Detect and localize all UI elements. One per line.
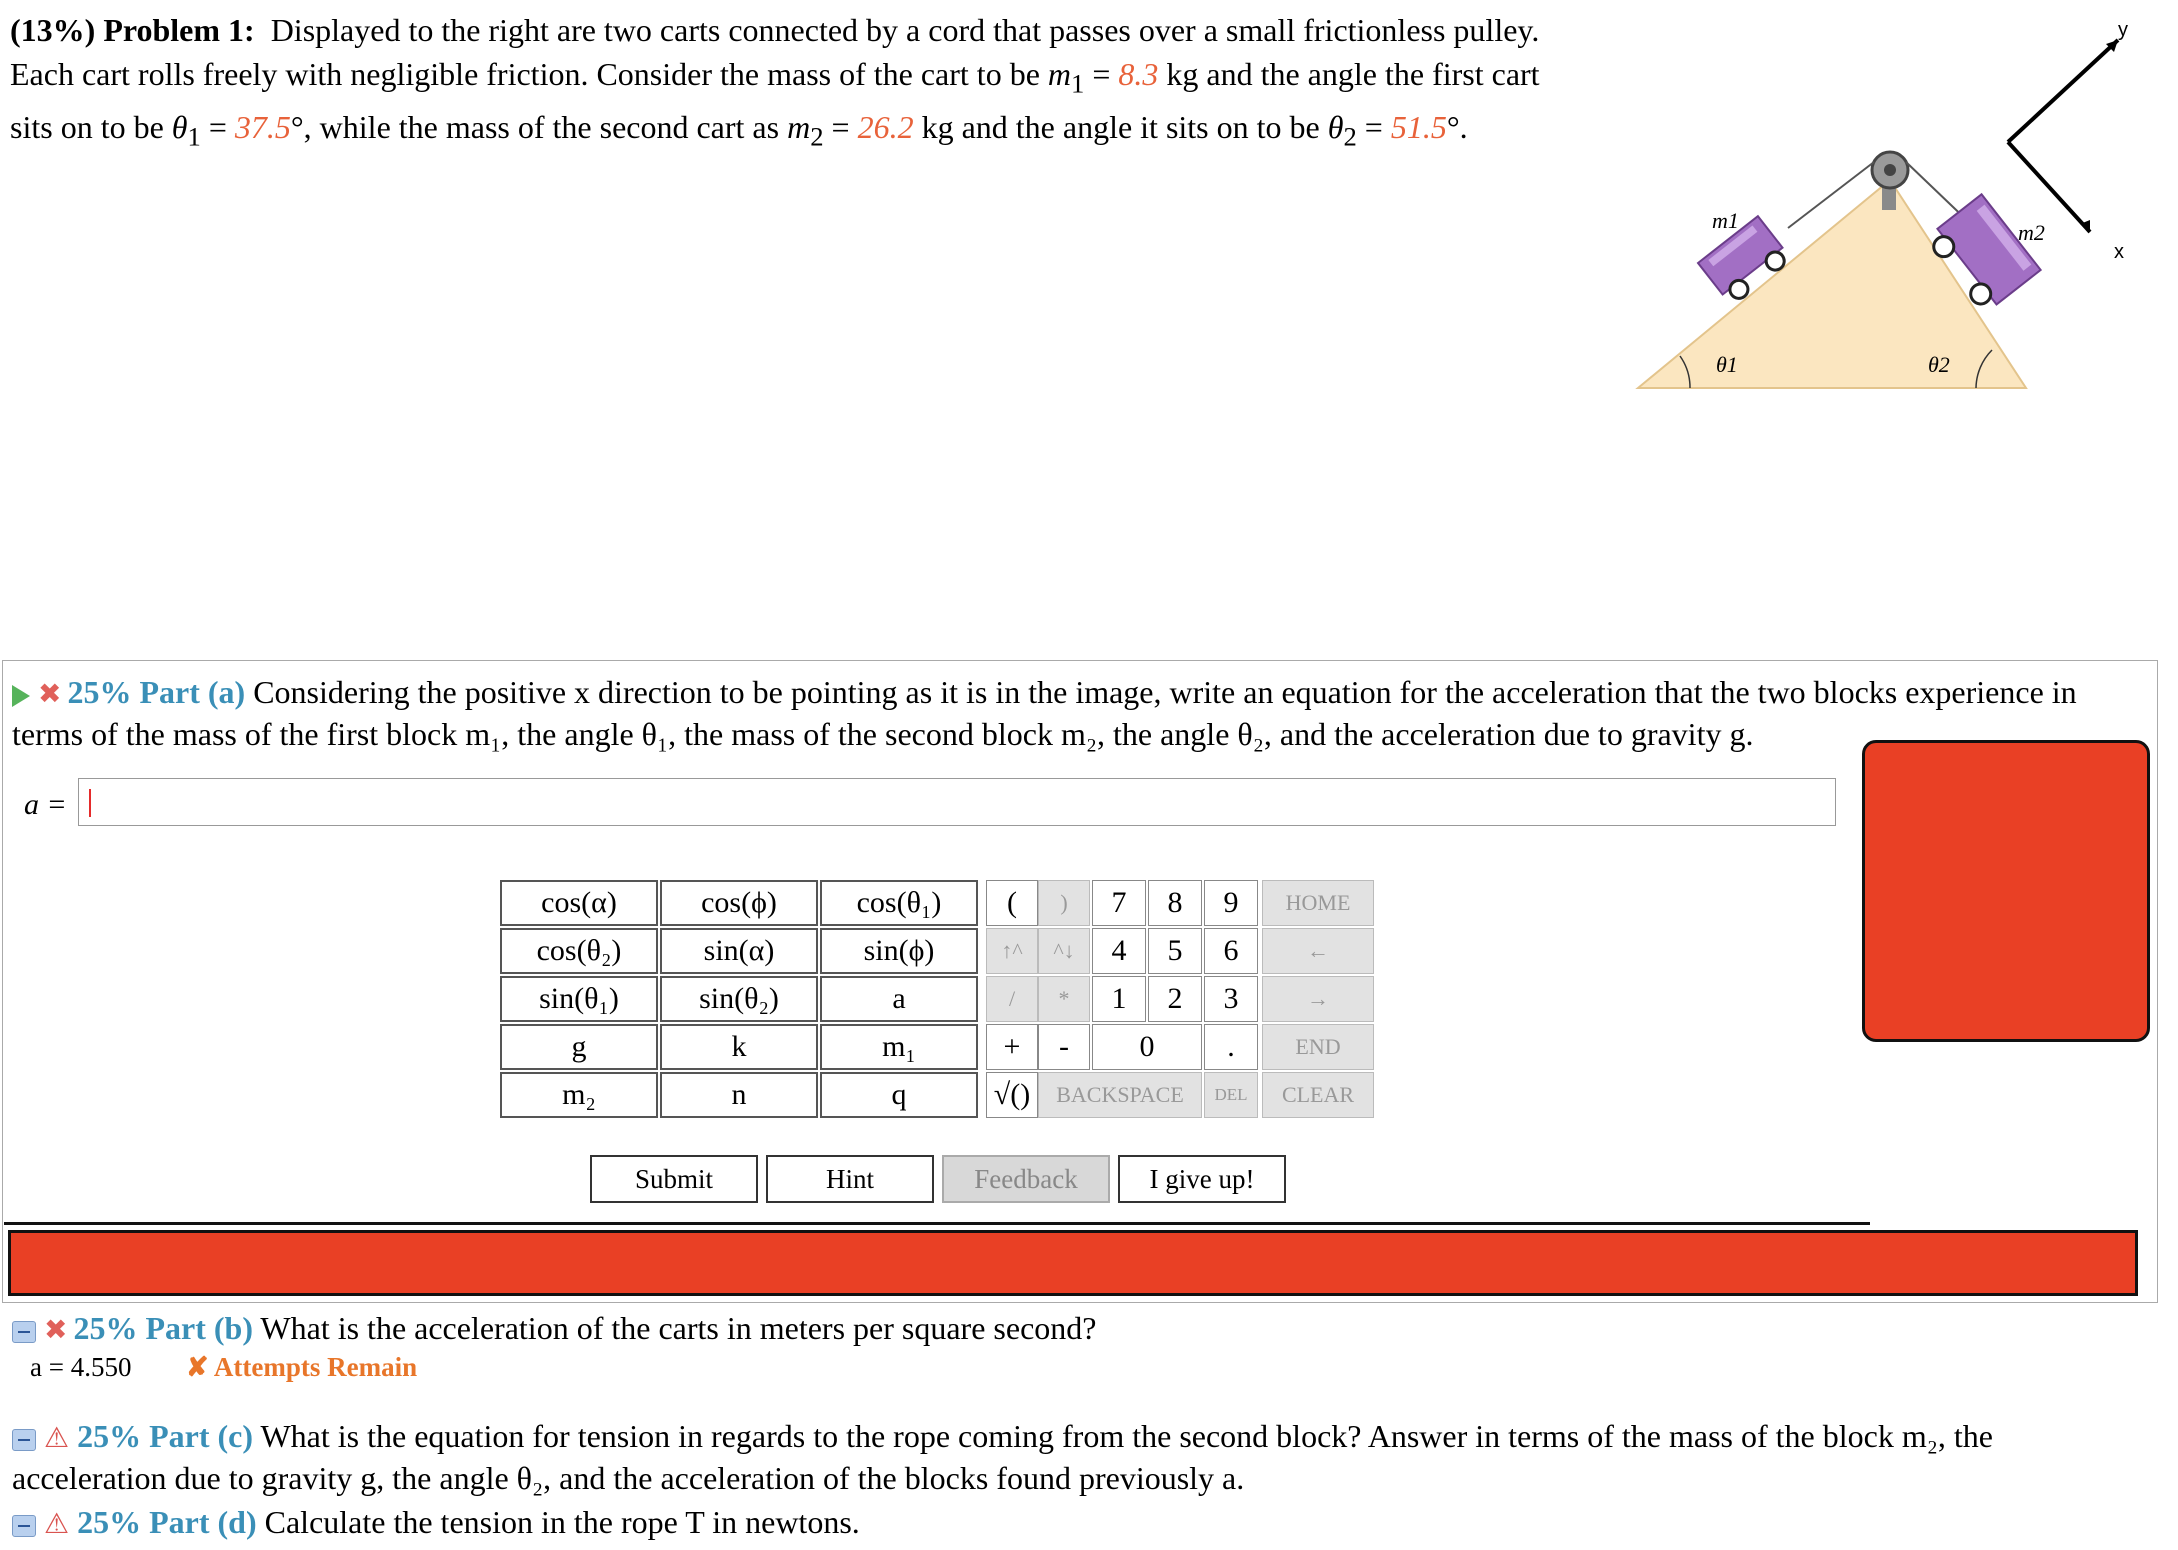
key-5[interactable]: 5 xyxy=(1148,928,1202,974)
m1-value: 8.3 xyxy=(1118,56,1159,92)
problem-text-3b: °, while the mass of the second cart as xyxy=(290,109,788,146)
problem-label: Problem 1: xyxy=(103,12,255,48)
keypad-var-1-2[interactable]: sin(ϕ) xyxy=(820,928,978,974)
part-d-header xyxy=(12,1502,860,1544)
problem-line-1 xyxy=(10,8,1590,52)
keypad-var-0-1[interactable]: cos(ϕ) xyxy=(660,880,818,926)
incorrect-icon: ✖ xyxy=(38,677,62,710)
part-b-status: ✘ Attempts Remain xyxy=(186,1352,418,1382)
key-left[interactable]: ← xyxy=(1262,928,1374,974)
problem-text-3a: sits on to be xyxy=(10,109,172,146)
keypad-var-2-1[interactable]: sin(θ₂) xyxy=(660,976,818,1022)
keypad-var-3-0[interactable]: g xyxy=(500,1024,658,1070)
part-c-text-1: What is the equation for tension in regards to the rope coming from the second block? Answer in terms of the mass of the block m₂, the xyxy=(260,1418,1993,1454)
warning-icon: ⚠ xyxy=(44,1507,70,1540)
keypad-var-3-2[interactable]: m₁ xyxy=(820,1024,978,1070)
label-theta1: θ1 xyxy=(1716,352,1738,377)
key-end[interactable]: END xyxy=(1262,1024,1374,1070)
collapse-icon[interactable] xyxy=(12,1321,36,1343)
key-3[interactable]: 3 xyxy=(1204,976,1258,1022)
key-divide[interactable]: / xyxy=(986,976,1038,1022)
key-up-caret[interactable]: ↑^ xyxy=(986,928,1038,974)
key-home[interactable]: HOME xyxy=(1262,880,1374,926)
key-down-caret[interactable]: ^↓ xyxy=(1038,928,1090,974)
axis-x-line xyxy=(2008,142,2090,232)
part-a-text-1: Considering the positive x direction to be pointing as it is in the image, write an equation for the acceleration that the two blocks experience in xyxy=(253,674,2077,710)
key-7[interactable]: 7 xyxy=(1092,880,1146,926)
equals-1: = xyxy=(1084,56,1119,92)
equals-4: = xyxy=(1356,109,1391,146)
part-a-pct: 25% xyxy=(67,674,132,710)
problem-text-3d: °. xyxy=(1446,109,1468,146)
m2-subscript: 2 xyxy=(810,121,824,152)
problem-text-2b: kg and the angle the first cart xyxy=(1158,56,1540,92)
key-1[interactable]: 1 xyxy=(1092,976,1146,1022)
key-open-paren[interactable]: ( xyxy=(986,880,1038,926)
theta1-symbol: θ xyxy=(171,109,188,146)
m2-value: 26.2 xyxy=(857,109,914,146)
label-m2: m2 xyxy=(2018,220,2045,245)
key-clear[interactable]: CLEAR xyxy=(1262,1072,1374,1118)
redacted-bar xyxy=(8,1230,2138,1296)
redacted-block-right xyxy=(1862,740,2150,1042)
part-d-text: Calculate the tension in the rope T in newtons. xyxy=(264,1504,860,1540)
problem-line-2 xyxy=(10,52,1590,105)
problem-text-1: Displayed to the right are two carts connected by a cord that passes over a small frictionless pulley. xyxy=(270,12,1540,48)
key-9[interactable]: 9 xyxy=(1204,880,1258,926)
part-b-answer: a = 4.550 xyxy=(30,1352,132,1382)
incorrect-icon: ✖ xyxy=(44,1313,68,1346)
key-minus[interactable]: - xyxy=(1038,1024,1090,1070)
part-c-pct: 25% xyxy=(77,1418,142,1454)
theta2-subscript: 2 xyxy=(1343,121,1357,152)
axis-y-label: y xyxy=(2118,19,2128,41)
m1-subscript: 1 xyxy=(1071,68,1085,99)
part-a-text-2: terms of the mass of the first block m₁, the angle θ₁, the mass of the second block m₂, the angle θ₂, and the acceleration due to gravity g. xyxy=(12,716,1754,752)
part-a-line-1 xyxy=(12,672,2152,714)
key-backspace[interactable]: BACKSPACE xyxy=(1038,1072,1202,1118)
problem-text-3c: kg and the angle it sits on to be xyxy=(913,109,1328,146)
divider xyxy=(4,1222,1870,1225)
keypad-var-1-0[interactable]: cos(θ₂) xyxy=(500,928,658,974)
label-m1: m1 xyxy=(1712,208,1739,233)
keypad-var-4-2[interactable]: q xyxy=(820,1072,978,1118)
collapse-icon[interactable] xyxy=(12,1515,36,1537)
keypad-var-0-2[interactable]: cos(θ₁) xyxy=(820,880,978,926)
warning-icon: ⚠ xyxy=(44,1421,70,1454)
text-caret xyxy=(89,789,91,817)
problem-line-3 xyxy=(10,105,1590,158)
part-a-header xyxy=(12,672,2152,754)
equals-2: = xyxy=(200,109,235,146)
keypad-var-4-1[interactable]: n xyxy=(660,1072,818,1118)
part-d-title: Part (d) xyxy=(149,1504,257,1540)
theta2-symbol: θ xyxy=(1327,109,1344,146)
problem-text-2a: Each cart rolls freely with negligible friction. Consider the mass of the cart to be xyxy=(10,56,1048,92)
part-b-text: What is the acceleration of the carts in meters per square second? xyxy=(260,1310,1097,1346)
collapse-icon[interactable] xyxy=(12,1429,36,1451)
carts-pulley-diagram xyxy=(1620,0,2178,420)
part-a-title: Part (a) xyxy=(139,674,246,710)
key-multiply[interactable]: * xyxy=(1038,976,1090,1022)
part-b-pct: 25% xyxy=(73,1310,138,1346)
submit-button[interactable]: Submit xyxy=(590,1155,758,1203)
m1-symbol: m xyxy=(1047,56,1071,92)
answer-input[interactable] xyxy=(78,778,1836,826)
key-close-paren[interactable]: ) xyxy=(1038,880,1090,926)
part-c-text-2: acceleration due to gravity g, the angle θ₂, and the acceleration of the blocks found previously a. xyxy=(12,1460,1245,1496)
hint-button[interactable]: Hint xyxy=(766,1155,934,1203)
key-6[interactable]: 6 xyxy=(1204,928,1258,974)
label-theta2: θ2 xyxy=(1928,352,1950,377)
theta1-value: 37.5 xyxy=(234,109,291,146)
axis-y-line xyxy=(2008,40,2118,142)
give-up-button[interactable]: I give up! xyxy=(1118,1155,1286,1203)
key-4[interactable]: 4 xyxy=(1092,928,1146,974)
part-d-pct: 25% xyxy=(77,1504,142,1540)
part-c-line-1 xyxy=(12,1416,2162,1458)
keypad-var-3-1[interactable]: k xyxy=(660,1024,818,1070)
part-b-header xyxy=(12,1308,1096,1350)
part-c-header xyxy=(12,1416,2162,1498)
theta2-value: 51.5 xyxy=(1390,109,1447,146)
keypad-var-2-0[interactable]: sin(θ₁) xyxy=(500,976,658,1022)
axis-x-label: x xyxy=(2114,241,2124,263)
key-2[interactable]: 2 xyxy=(1148,976,1202,1022)
key-right[interactable]: → xyxy=(1262,976,1374,1022)
problem-statement xyxy=(10,8,1590,159)
key-dot[interactable]: . xyxy=(1204,1024,1258,1070)
equals-3: = xyxy=(823,109,858,146)
key-sqrt[interactable]: √() xyxy=(986,1072,1038,1118)
key-del[interactable]: DEL xyxy=(1204,1072,1258,1118)
feedback-button[interactable]: Feedback xyxy=(942,1155,1110,1203)
m2-symbol: m xyxy=(787,109,811,146)
keypad-var-0-0[interactable]: cos(α) xyxy=(500,880,658,926)
theta1-subscript: 1 xyxy=(187,121,201,152)
play-icon[interactable] xyxy=(12,685,30,707)
key-0[interactable]: 0 xyxy=(1092,1024,1202,1070)
keypad-var-2-2[interactable]: a xyxy=(820,976,978,1022)
answer-label: a = xyxy=(24,788,67,821)
keypad-var-4-0[interactable]: m₂ xyxy=(500,1072,658,1118)
part-b-title: Part (b) xyxy=(145,1310,253,1346)
keypad-var-1-1[interactable]: sin(α) xyxy=(660,928,818,974)
key-8[interactable]: 8 xyxy=(1148,880,1202,926)
key-plus[interactable]: + xyxy=(986,1024,1038,1070)
part-c-title: Part (c) xyxy=(149,1418,254,1454)
problem-weight: (13%) xyxy=(10,12,96,48)
